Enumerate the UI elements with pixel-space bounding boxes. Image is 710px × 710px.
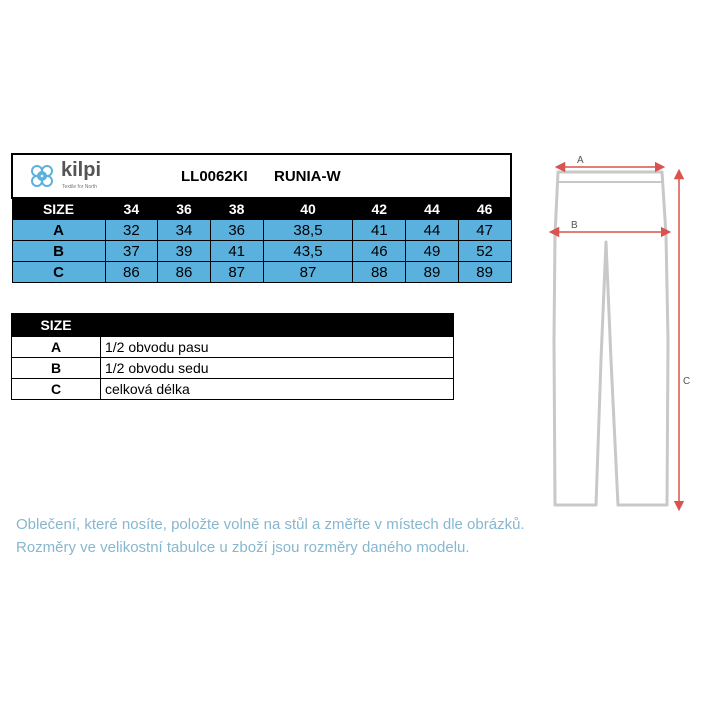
legend-table [11, 313, 454, 400]
table-row-c [12, 262, 511, 283]
table-cell: 41 [210, 241, 263, 262]
table-cell: 43,5 [263, 241, 353, 262]
table-cell: 89 [458, 262, 511, 283]
table-cell: 49 [406, 241, 459, 262]
legend-code: B [12, 358, 101, 379]
product-code: LL0062KI [181, 168, 248, 185]
table-cell: 38,5 [263, 220, 353, 241]
legend-header-label: SIZE [12, 314, 101, 337]
legend-description: celková délka [101, 379, 454, 400]
table-cell: 88 [353, 262, 406, 283]
table-cell: 36 [210, 220, 263, 241]
legend-row-a [12, 337, 454, 358]
kilpi-knot-icon [27, 161, 57, 191]
brand-tagline: Textile for North [62, 184, 98, 190]
table-cell: 87 [263, 262, 353, 283]
size-col: 36 [158, 198, 211, 220]
size-table-header [12, 154, 511, 198]
model-dimensions-note: Rozměry ve velikostní tabulce u zboží jsou rozměry daného modelu. [16, 539, 470, 556]
table-cell: 52 [458, 241, 511, 262]
pants-measurement-diagram [540, 150, 700, 515]
size-table-header-cell [12, 154, 511, 198]
table-cell: 87 [210, 262, 263, 283]
size-col: 40 [263, 198, 353, 220]
legend-code: C [12, 379, 101, 400]
label-a: A [577, 155, 584, 166]
size-col: 44 [406, 198, 459, 220]
row-label: B [12, 241, 105, 262]
label-b: B [571, 220, 578, 231]
legend-row-c [12, 379, 454, 400]
table-cell: 34 [158, 220, 211, 241]
legend-description: 1/2 obvodu sedu [101, 358, 454, 379]
table-row-a [12, 220, 511, 241]
row-label: A [12, 220, 105, 241]
table-cell: 41 [353, 220, 406, 241]
legend-row-b [12, 358, 454, 379]
table-cell: 86 [105, 262, 158, 283]
table-cell: 47 [458, 220, 511, 241]
table-row-b [12, 241, 511, 262]
legend-header-empty [101, 314, 454, 337]
label-c: C [683, 376, 691, 387]
size-table [11, 153, 512, 283]
table-cell: 32 [105, 220, 158, 241]
table-cell: 89 [406, 262, 459, 283]
product-name: RUNIA-W [274, 168, 341, 185]
table-cell: 37 [105, 241, 158, 262]
size-col: 38 [210, 198, 263, 220]
table-cell: 39 [158, 241, 211, 262]
size-header-row [12, 198, 511, 220]
table-cell: 44 [406, 220, 459, 241]
size-header-label: SIZE [12, 198, 105, 220]
row-label: C [12, 262, 105, 283]
size-col: 42 [353, 198, 406, 220]
size-col: 46 [458, 198, 511, 220]
brand-logo [27, 159, 127, 193]
brand-name: kilpi [61, 159, 102, 181]
measure-instruction-note: Oblečení, které nosíte, položte volně na stůl a změřte v místech dle obrázků. [16, 516, 525, 533]
legend-description: 1/2 obvodu pasu [101, 337, 454, 358]
legend-header-row [12, 314, 454, 337]
table-cell: 46 [353, 241, 406, 262]
size-col: 34 [105, 198, 158, 220]
legend-code: A [12, 337, 101, 358]
table-cell: 86 [158, 262, 211, 283]
